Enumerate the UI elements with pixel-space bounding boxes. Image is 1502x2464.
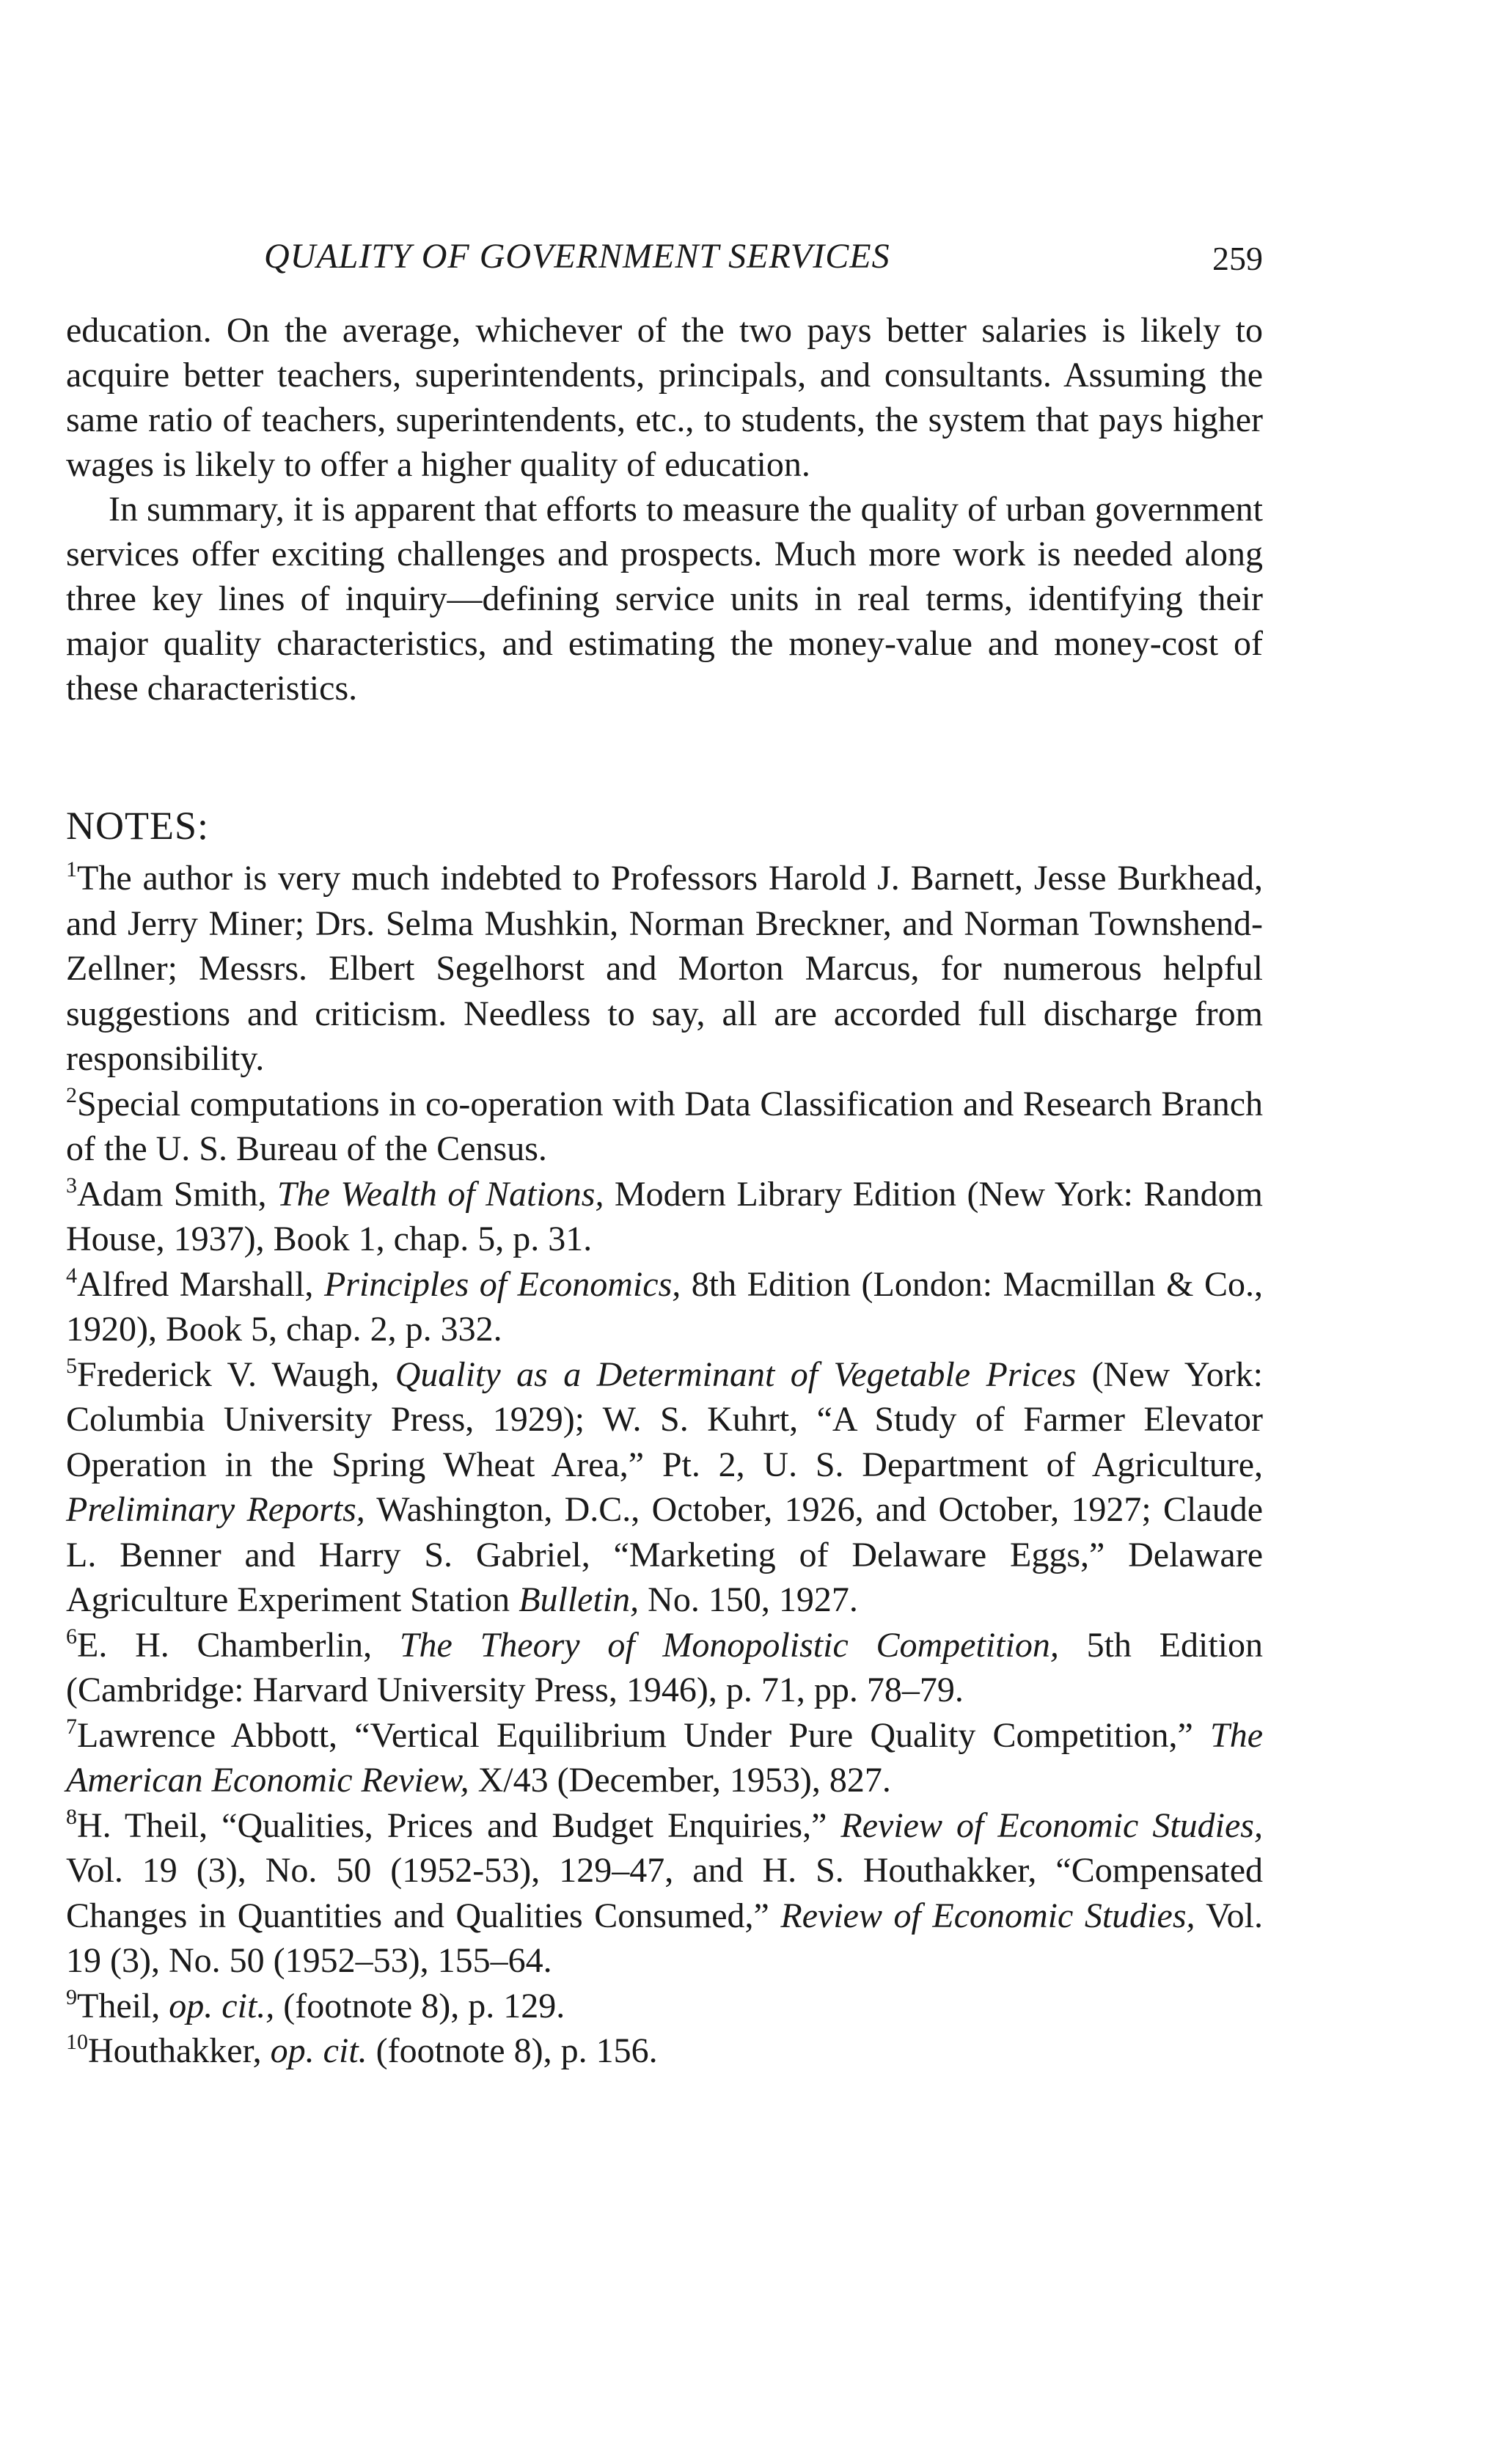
footnote-text: Modern Library Edition (New York: Random House, 1937), Book 1, chap. 5, p. 31. bbox=[66, 1174, 1263, 1258]
footnote-3 bbox=[66, 1172, 1263, 1262]
footnote-title: The American Economic Review, bbox=[66, 1715, 1263, 1800]
running-title: QUALITY OF GOVERNMENT SERVICES bbox=[264, 237, 890, 276]
notes-heading: NOTES: bbox=[66, 804, 209, 848]
footnote-title: Review of Economic Studies, bbox=[780, 1896, 1195, 1935]
footnote-text: H. Theil, “Qualities, Prices and Budget Enquiries,” bbox=[77, 1805, 841, 1845]
footnote-title: The Wealth of Nations, bbox=[276, 1174, 604, 1214]
footnote-text: The author is very much indebted to Professors Harold J. Barnett, Jesse Burkhead, and Jerry Miner; Drs. Selma Mushkin, Norman Breckner, and Norman Townshend-Zellner; Messrs. Elbert Segelhorst and Morton Marcus, for numerous helpful suggestions and criticism. Needless to say, all are accorded full discharge from responsibility. bbox=[66, 859, 1263, 1078]
footnote-text: X/43 (December, 1953), 827. bbox=[469, 1761, 891, 1800]
footnote-number: 7 bbox=[66, 1714, 77, 1739]
footnote-text: Vol. 19 (3), No. 50 (1952-53), 129–47, and H. S. Houthakker, “Compensated Changes in Quantities and Qualities Consumed,” bbox=[66, 1851, 1263, 1935]
footnote-title: op. cit., bbox=[169, 1986, 275, 2025]
body-paragraph: In summary, it is apparent that efforts to measure the quality of urban government services offer exciting challenges and prospects. Much more work is needed along three key lines of inquiry—defining service units in real terms, identifying their major quality characteristics, and estimating the money-value and money-cost of these characteristics. bbox=[66, 490, 1263, 708]
footnote-text: Theil, bbox=[77, 1986, 169, 2025]
footnote-text: No. 150, 1927. bbox=[639, 1580, 858, 1619]
footnote-number: 2 bbox=[66, 1082, 77, 1107]
footnote-text: Adam Smith, bbox=[77, 1174, 277, 1214]
footnote-title: Review of Economic Studies, bbox=[840, 1805, 1263, 1845]
footnote-number: 8 bbox=[66, 1804, 77, 1829]
footnote-8 bbox=[66, 1803, 1263, 1984]
footnote-number: 10 bbox=[66, 2030, 88, 2054]
footnote-number: 6 bbox=[66, 1624, 77, 1649]
body-paragraph: education. On the average, whichever of the two pays better salaries is likely to acquire better teachers, superintendents, principals, and consultants. Assuming the same ratio of teachers, superintendents, etc., to students, the system that pays higher wages is likely to offer a higher quality of education. bbox=[66, 311, 1263, 484]
footnote-text: 8th Edition (London: Macmillan & Co., 1920), Book 5, chap. 2, p. 332. bbox=[66, 1264, 1263, 1349]
footnote-title: The Theory of Monopolistic Competition, bbox=[399, 1625, 1059, 1665]
footnote-5 bbox=[66, 1352, 1263, 1623]
footnote-text: Special computations in co-operation with Data Classification and Research Branch of the U. S. Bureau of the Census. bbox=[66, 1084, 1263, 1168]
body-text bbox=[66, 308, 1263, 711]
footnote-4 bbox=[66, 1262, 1263, 1352]
footnote-text: Lawrence Abbott, “Vertical Equilibrium Under Pure Quality Competition,” bbox=[77, 1715, 1210, 1755]
footnote-6 bbox=[66, 1623, 1263, 1713]
footnote-number: 3 bbox=[66, 1173, 77, 1198]
footnote-number: 1 bbox=[66, 857, 77, 881]
footnote-text: Houthakker, bbox=[88, 2031, 271, 2070]
footnote-text: (footnote 8), p. 129. bbox=[274, 1986, 565, 2025]
footnote-title: Bulletin, bbox=[519, 1580, 640, 1619]
footnote-text: 5th Edition (Cambridge: Harvard University Press, 1946), p. 71, pp. 78–79. bbox=[66, 1625, 1263, 1709]
footnote-text: Washington, D.C., October, 1926, and October, 1927; Claude L. Benner and Harry S. Gabriel, “Marketing of Delaware Eggs,” Delaware Agriculture Experiment Station bbox=[66, 1490, 1264, 1619]
footnote-9 bbox=[66, 1984, 1263, 2029]
footnote-1 bbox=[66, 856, 1263, 1082]
footnote-text: E. H. Chamberlin, bbox=[77, 1625, 400, 1665]
footnote-title: Preliminary Reports, bbox=[66, 1490, 365, 1529]
footnote-text: Frederick V. Waugh, bbox=[77, 1354, 395, 1394]
footnote-10 bbox=[66, 2028, 1263, 2074]
footnote-title: Quality as a Determinant of Vegetable Prices bbox=[395, 1354, 1077, 1394]
footnote-2 bbox=[66, 1082, 1263, 1172]
notes-list bbox=[66, 856, 1263, 2074]
footnote-title: Principles of Economics, bbox=[323, 1264, 681, 1304]
running-head bbox=[66, 236, 1263, 280]
footnote-number: 9 bbox=[66, 1984, 77, 2009]
footnote-number: 5 bbox=[66, 1353, 77, 1378]
footnote-text: (New York: Columbia University Press, 1929); W. S. Kuhrt, “A Study of Farmer Elevator Operation in the Spring Wheat Area,” Pt. 2, U. S. Department of Agriculture, bbox=[66, 1354, 1264, 1484]
page-number: 259 bbox=[1212, 240, 1263, 277]
footnote-number: 4 bbox=[66, 1263, 77, 1288]
footnote-text: Alfred Marshall, bbox=[77, 1264, 324, 1304]
footnote-7 bbox=[66, 1713, 1263, 1803]
footnote-title: op. cit. bbox=[270, 2031, 367, 2070]
footnote-text: (footnote 8), p. 156. bbox=[367, 2031, 658, 2070]
footnote-text: Vol. 19 (3), No. 50 (1952–53), 155–64. bbox=[66, 1896, 1263, 1980]
